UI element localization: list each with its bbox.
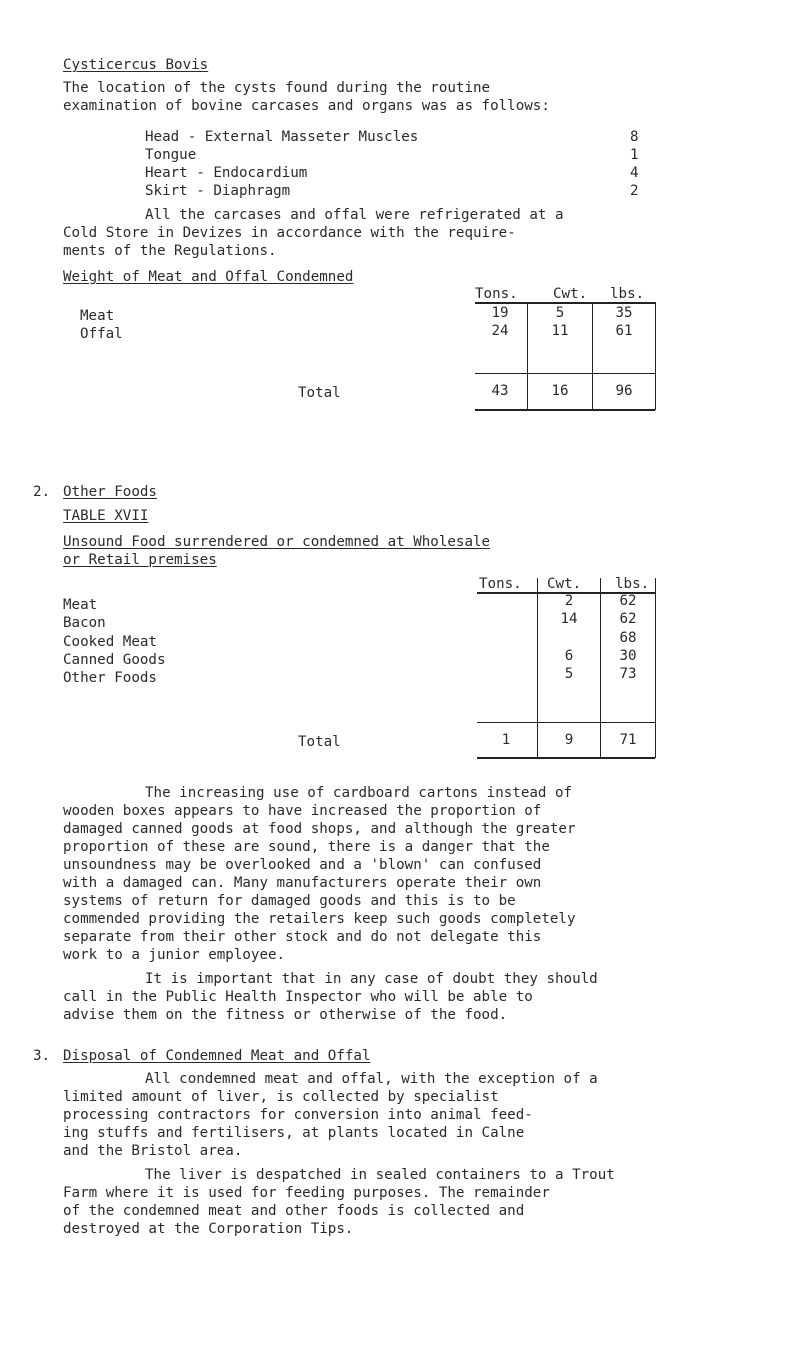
cell-cwt: 5: [555, 305, 565, 321]
text-line: All condemned meat and offal, with the exception of a: [145, 1071, 598, 1087]
table-subheading: Unsound Food surrendered or condemned at Wholesale: [63, 534, 491, 550]
text-line: of the condemned meat and other foods is collected and: [63, 1203, 525, 1219]
text-line: damaged canned goods at food shops, and although the greater: [63, 821, 576, 837]
location-label: Head - External Masseter Muscles: [145, 129, 419, 145]
row-label: Other Foods: [63, 670, 157, 686]
section-heading-other-foods: Other Foods: [63, 484, 157, 500]
col-header-lbs: lbs.: [615, 576, 650, 592]
location-count: 2: [630, 183, 639, 199]
text-line: limited amount of liver, is collected by specialist: [63, 1089, 499, 1105]
total-lbs: 71: [619, 732, 637, 748]
cell-cwt: 2: [564, 593, 574, 609]
text-line: separate from their other stock and do not delegate this: [63, 929, 542, 945]
location-count: 1: [630, 147, 639, 163]
weight-table-heading: Weight of Meat and Offal Condemned: [63, 269, 354, 285]
cell-tons: 24: [491, 323, 509, 339]
text-line: wooden boxes appears to have increased the proportion of: [63, 803, 542, 819]
cell-lbs: 62: [619, 593, 637, 609]
location-label: Tongue: [145, 147, 197, 163]
text-line: with a damaged can. Many manufacturers operate their own: [63, 875, 542, 891]
section-heading-disposal: Disposal of Condemned Meat and Offal: [63, 1048, 371, 1064]
text-line: ing stuffs and fertilisers, at plants located in Calne: [63, 1125, 525, 1141]
text-line: advise them on the fitness or otherwise of the food.: [63, 1007, 508, 1023]
intro-line: examination of bovine carcases and organs was as follows:: [63, 98, 550, 114]
section-number: 3.: [33, 1048, 51, 1064]
text-line: unsoundness may be overlooked and a 'blown' can confused: [63, 857, 542, 873]
text-line: Farm where it is used for feeding purposes. The remainder: [63, 1185, 550, 1201]
cell-lbs: 73: [619, 666, 637, 682]
text-line: systems of return for damaged goods and this is to be: [63, 893, 516, 909]
cell-tons: 19: [491, 305, 509, 321]
text-line: It is important that in any case of doubt they should: [145, 971, 598, 987]
total-cwt: 16: [551, 383, 569, 399]
total-cwt: 9: [564, 732, 574, 748]
cell-lbs: 62: [619, 611, 637, 627]
table-label: TABLE XVII: [63, 508, 149, 524]
text-line: processing contractors for conversion into animal feed-: [63, 1107, 533, 1123]
total-lbs: 96: [615, 383, 633, 399]
row-label: Meat: [80, 308, 115, 324]
cell-lbs: 61: [615, 323, 633, 339]
text-line: and the Bristol area.: [63, 1143, 243, 1159]
text-line: call in the Public Health Inspector who will be able to: [63, 989, 533, 1005]
cell-cwt: 11: [551, 323, 569, 339]
cell-cwt: 5: [564, 666, 574, 682]
total-tons: 1: [501, 732, 511, 748]
text-line: The increasing use of cardboard cartons instead of: [145, 785, 573, 801]
cell-cwt: 6: [564, 648, 574, 664]
text-line: proportion of these are sound, there is a danger that the: [63, 839, 550, 855]
col-header-lbs: lbs.: [610, 286, 645, 302]
row-label: Meat: [63, 597, 98, 613]
location-label: Heart - Endocardium: [145, 165, 308, 181]
note-line: All the carcases and offal were refrigerated at a: [145, 207, 564, 223]
text-line: The liver is despatched in sealed containers to a Trout: [145, 1167, 615, 1183]
col-header-cwt: Cwt.: [547, 576, 582, 592]
text-line: commended providing the retailers keep such goods completely: [63, 911, 576, 927]
cell-cwt: 14: [560, 611, 578, 627]
total-tons: 43: [491, 383, 509, 399]
location-count: 4: [630, 165, 639, 181]
total-label: Total: [298, 385, 341, 401]
row-label: Canned Goods: [63, 652, 166, 668]
note-line: Cold Store in Devizes in accordance with the require-: [63, 225, 516, 241]
cell-lbs: 30: [619, 648, 637, 664]
section-heading-cysticercus: Cysticercus Bovis: [63, 57, 209, 73]
total-label: Total: [298, 734, 341, 750]
text-line: destroyed at the Corporation Tips.: [63, 1221, 354, 1237]
note-line: ments of the Regulations.: [63, 243, 277, 259]
col-header-tons: Tons.: [479, 576, 522, 592]
row-label: Bacon: [63, 615, 106, 631]
row-label: Offal: [80, 326, 123, 342]
text-line: work to a junior employee.: [63, 947, 286, 963]
intro-line: The location of the cysts found during the routine: [63, 80, 491, 96]
cell-lbs: 68: [619, 630, 637, 646]
cell-lbs: 35: [615, 305, 633, 321]
table-subheading: or Retail premises: [63, 552, 217, 568]
col-header-cwt: Cwt.: [553, 286, 588, 302]
location-count: 8: [630, 129, 639, 145]
col-header-tons: Tons.: [475, 286, 518, 302]
location-label: Skirt - Diaphragm: [145, 183, 291, 199]
row-label: Cooked Meat: [63, 634, 157, 650]
section-number: 2.: [33, 484, 51, 500]
